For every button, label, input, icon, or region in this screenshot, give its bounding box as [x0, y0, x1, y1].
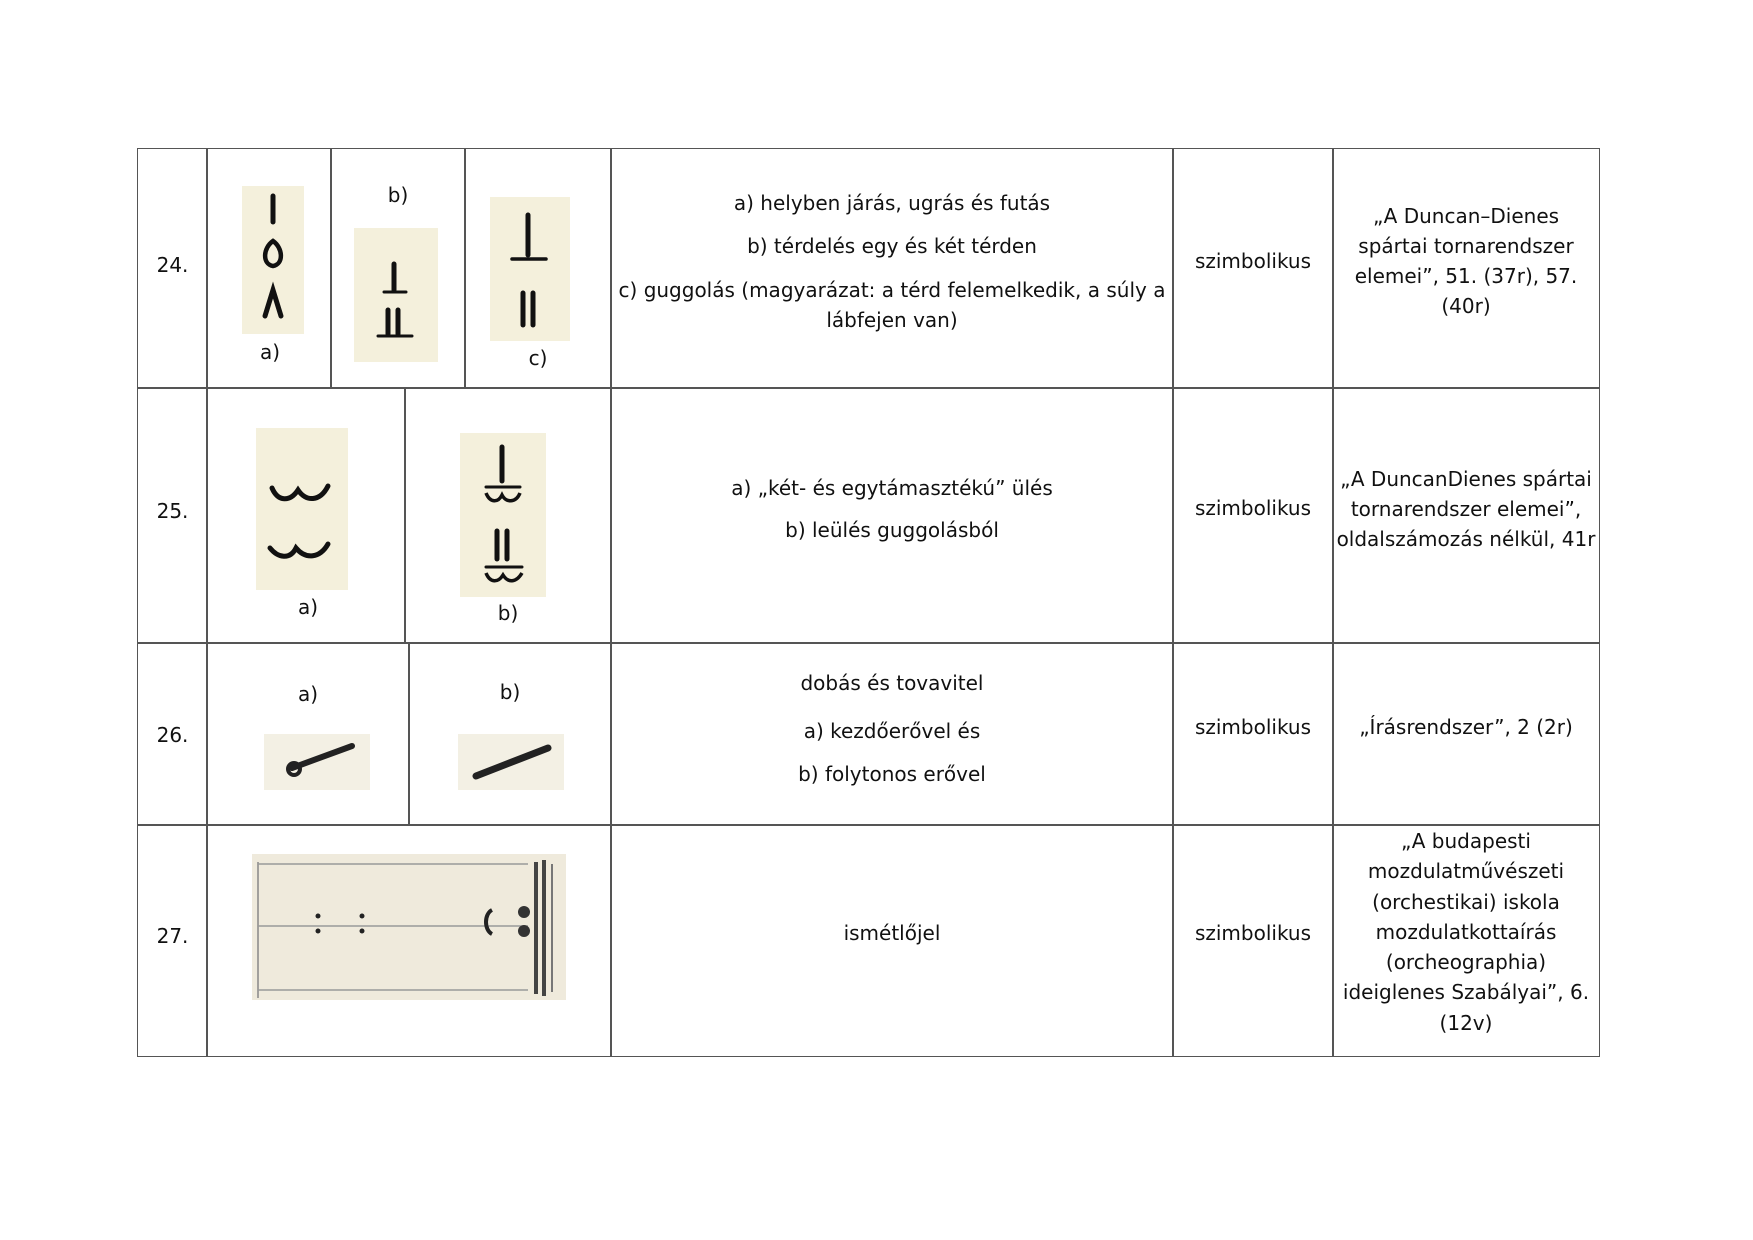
notation-type: szimbolikus: [1194, 715, 1312, 739]
walk-jump-run-symbol-icon: [242, 186, 304, 334]
source-line: (orcheographia): [1385, 950, 1547, 974]
description-line: ismétlőjel: [843, 921, 941, 945]
symbol-label: c): [528, 346, 548, 370]
row-number: 27.: [156, 924, 189, 948]
kneeling-symbol-icon: [354, 228, 438, 362]
description-line: b) térdelés egy és két térden: [747, 234, 1037, 258]
symbol-label: a): [297, 682, 319, 706]
source-line: mozdulatkottaírás: [1375, 920, 1557, 944]
source-line: tornarendszer elemei”,: [1350, 497, 1582, 521]
description-line: lábfejen van): [826, 308, 958, 332]
source-line: „A Duncan–Dienes: [1372, 204, 1560, 228]
repeat-sign-symbol-icon: [252, 854, 566, 1000]
source-line: (12v): [1439, 1011, 1493, 1035]
notation-type: szimbolikus: [1194, 921, 1312, 945]
symbol-label: a): [297, 595, 319, 619]
description-line: a) helyben járás, ugrás és futás: [733, 191, 1051, 215]
description-line: b) folytonos erővel: [798, 762, 986, 786]
source-line: (orchestikai) iskola: [1372, 890, 1560, 914]
source-line: „Írásrendszer”, 2 (2r): [1359, 715, 1573, 739]
symbol-label: b): [499, 680, 521, 704]
source-line: mozdulatművészeti: [1367, 859, 1565, 883]
sitting-symbol-icon: [256, 428, 348, 590]
squat-symbol-icon: [490, 197, 570, 341]
description-line: a) „két- és egytámasztékú” ülés: [731, 476, 1053, 500]
symbol-label: b): [497, 601, 519, 625]
notation-type: szimbolikus: [1194, 496, 1312, 520]
row-number: 25.: [156, 499, 189, 523]
throw-initial-force-symbol-icon: [264, 734, 370, 790]
source-line: spártai tornarendszer: [1358, 234, 1574, 258]
source-line: „A DuncanDienes spártai: [1340, 467, 1592, 491]
source-line: ideiglenes Szabályai”, 6.: [1342, 980, 1590, 1004]
description-line: a) kezdőerővel és: [803, 719, 981, 743]
notation-type: szimbolikus: [1194, 249, 1312, 273]
description-line: dobás és tovavitel: [800, 671, 984, 695]
throw-continuous-force-symbol-icon: [458, 734, 564, 790]
sit-from-squat-symbol-icon: [460, 433, 546, 597]
symbol-label: a): [259, 340, 281, 364]
row-number: 26.: [156, 723, 189, 747]
source-line: oldalszámozás nélkül, 41r: [1336, 527, 1596, 551]
description-line: c) guggolás (magyarázat: a térd felemelkedik, a súly a: [618, 278, 1166, 302]
row-24-description-cell: [610, 148, 1174, 389]
symbol-label: b): [387, 183, 409, 207]
row-number: 24.: [156, 253, 189, 277]
source-line: „A budapesti: [1401, 829, 1531, 853]
source-line: (40r): [1441, 294, 1491, 318]
source-line: elemei”, 51. (37r), 57.: [1354, 264, 1578, 288]
description-line: b) leülés guggolásból: [785, 518, 999, 542]
